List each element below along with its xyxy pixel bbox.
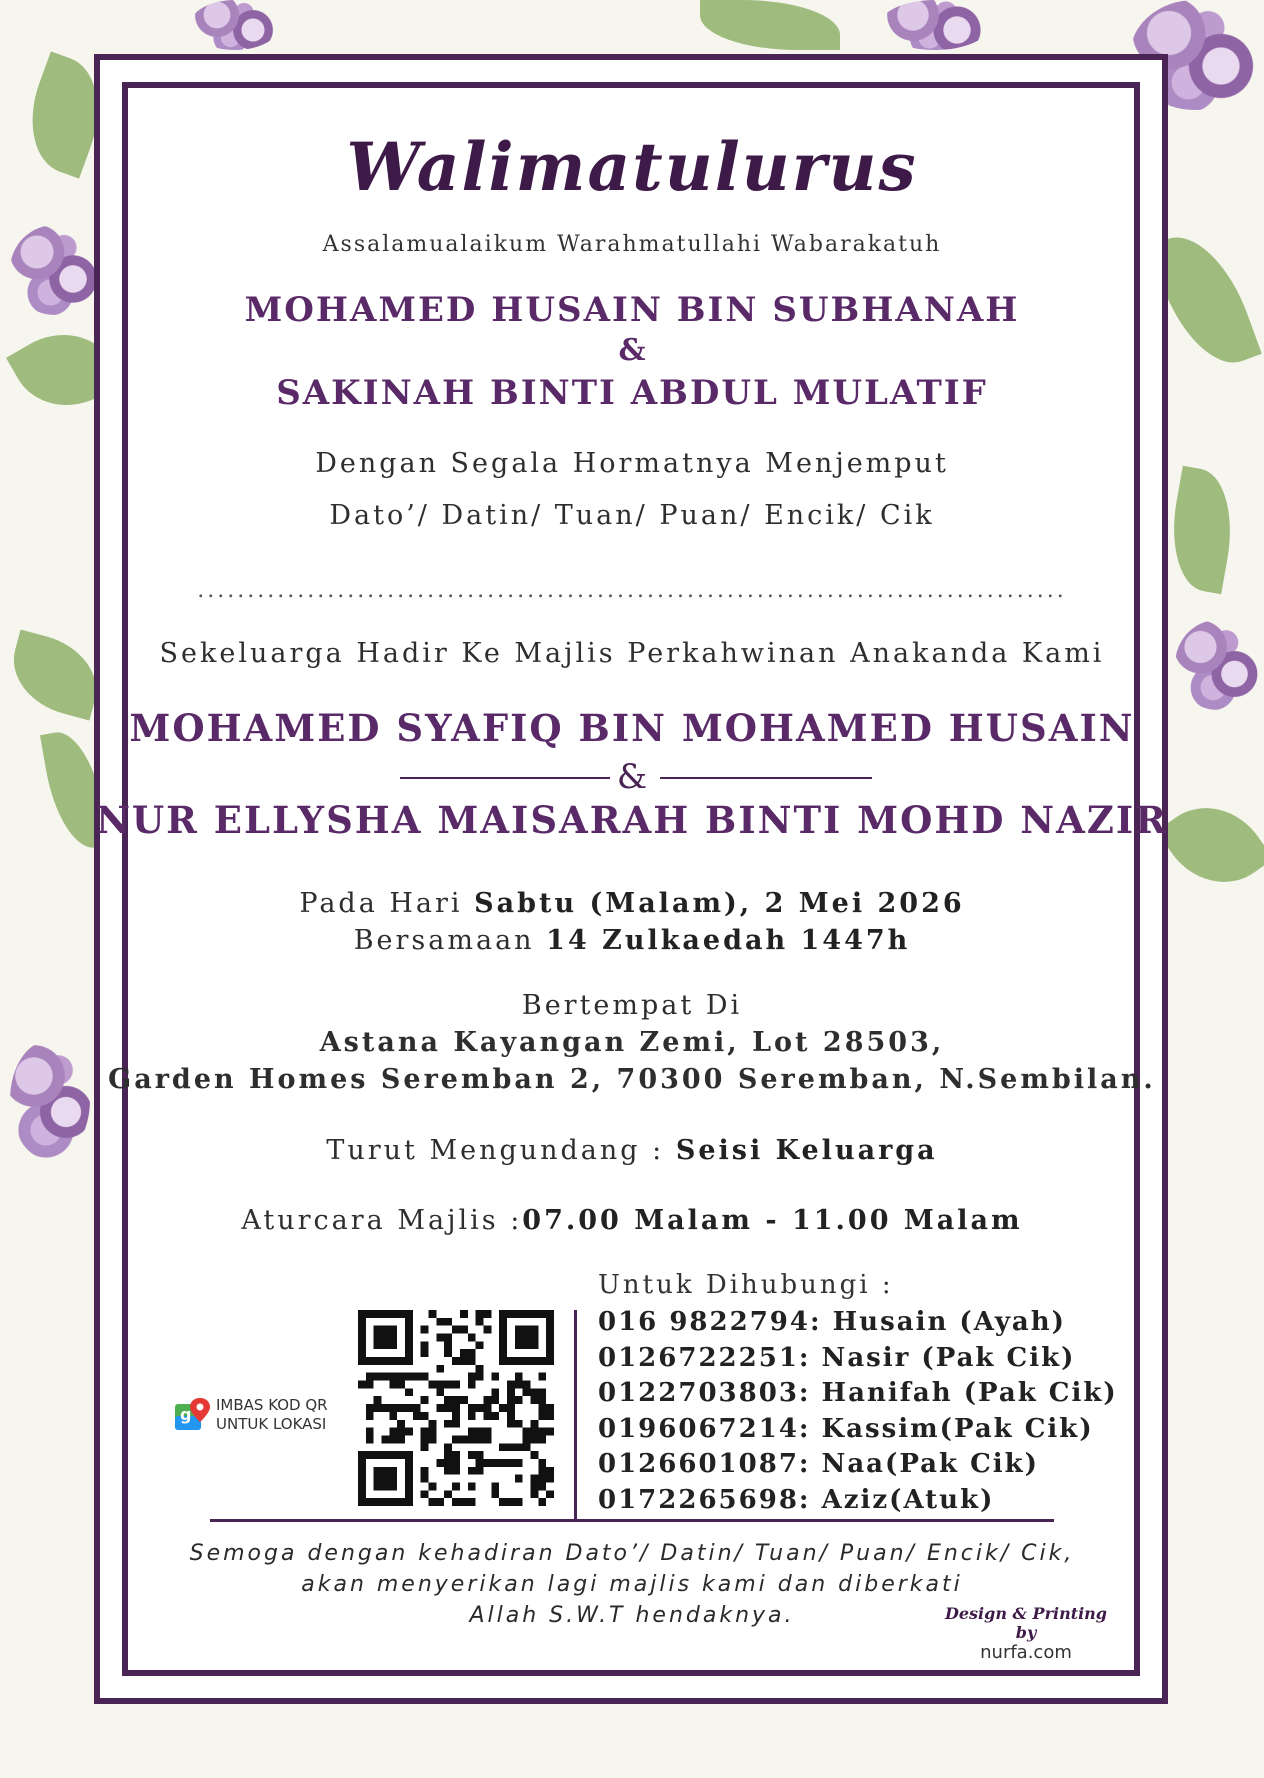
- contact-item[interactable]: 0122703803: Hanifah (Pak Cik): [598, 1378, 1118, 1408]
- lilac-flower-decoration: [190, 0, 280, 50]
- venue-line-2: Garden Homes Seremban 2, 70300 Seremban, N.Sembilan.: [108, 1064, 1156, 1095]
- father-name: MOHAMED HUSAIN BIN SUBHANAH: [244, 290, 1020, 330]
- host-value: Seisi Keluarga: [675, 1135, 938, 1166]
- hijri-prefix: Bersamaan: [353, 925, 547, 956]
- host-line: [0, 1135, 1264, 1166]
- couple-ampersand: &: [616, 757, 648, 797]
- parents-ampersand: &: [618, 333, 646, 368]
- date-prefix: Pada Hari: [299, 888, 475, 919]
- contact-item[interactable]: 0196067214: Kassim(Pak Cik): [598, 1413, 1094, 1444]
- event-date-line: [0, 888, 1264, 919]
- invite-line-2: Dato’/ Datin/ Tuan/ Puan/ Encik/ Cik: [329, 500, 935, 531]
- closing-divider: [210, 1519, 1054, 1522]
- svg-text:g: g: [180, 1405, 192, 1424]
- closing-line-1: Semoga dengan kehadiran Dato’/ Datin/ Tuan/ Puan/ Encik/ Cik,: [189, 1541, 1075, 1566]
- credit-site[interactable]: nurfa.com: [980, 1642, 1072, 1663]
- mother-name: SAKINAH BINTI ABDUL MULATIF: [276, 373, 988, 413]
- title-script: Walimatulurus: [346, 128, 918, 206]
- lilac-flower-decoration: [880, 0, 990, 50]
- invite-line-1: Dengan Segala Hormatnya Menjemput: [315, 448, 949, 479]
- credit-signature: Design & Printing by: [944, 1604, 1107, 1642]
- qr-location-label: [174, 1396, 328, 1434]
- venue-line-1: Astana Kayangan Zemi, Lot 28503,: [319, 1027, 945, 1058]
- host-label: Turut Mengundang :: [326, 1135, 676, 1166]
- contacts-heading: Untuk Dihubungi :: [598, 1270, 894, 1300]
- couple-ampersand-divider: [0, 757, 1264, 797]
- contact-item[interactable]: 016 9822794: Husain (Ayah): [598, 1307, 1066, 1337]
- schedule-value: 07.00 Malam - 11.00 Malam: [522, 1205, 1023, 1236]
- map-pin-icon: [174, 1396, 212, 1434]
- bride-name: NUR ELLYSHA MAISARAH BINTI MOHD NAZIR: [96, 798, 1168, 842]
- closing-line-3: Allah S.W.T hendaknya.: [469, 1603, 795, 1628]
- contact-item[interactable]: 0126601087: Naa(Pak Cik): [598, 1449, 1039, 1479]
- venue-label: Bertempat Di: [521, 990, 743, 1021]
- schedule-label: Aturcara Majlis :: [241, 1205, 523, 1236]
- printer-credit: [936, 1604, 1116, 1663]
- hijri-date-line: [0, 925, 1264, 956]
- contact-item[interactable]: 0172265698: Aziz(Atuk): [598, 1484, 995, 1515]
- groom-name: MOHAMED SYAFIQ BIN MOHAMED HUSAIN: [129, 706, 1135, 750]
- guest-name-blank-line: .......................................................................................: [197, 578, 1067, 603]
- event-date: Sabtu (Malam), 2 Mei 2026: [474, 888, 965, 919]
- hijri-date: 14 Zulkaedah 1447h: [546, 925, 911, 956]
- invite-line-3: Sekeluarga Hadir Ke Majlis Perkahwinan Anakanda Kami: [159, 638, 1105, 669]
- qr-label-text: IMBAS KOD QR UNTUK LOKASI: [216, 1396, 328, 1433]
- schedule-line: [0, 1205, 1264, 1236]
- contact-divider: [574, 1310, 577, 1520]
- contact-item[interactable]: 0126722251: Nasir (Pak Cik): [598, 1342, 1076, 1373]
- leaf-decoration: [700, 0, 840, 50]
- greeting: Assalamualaikum Warahmatullahi Wabarakatuh: [322, 232, 942, 257]
- divider-line-right: [660, 777, 872, 779]
- contacts-list: [598, 1270, 1138, 1520]
- closing-line-2: akan menyerikan lagi majlis kami dan diberkati: [301, 1572, 963, 1597]
- location-qr-code[interactable]: [358, 1310, 554, 1506]
